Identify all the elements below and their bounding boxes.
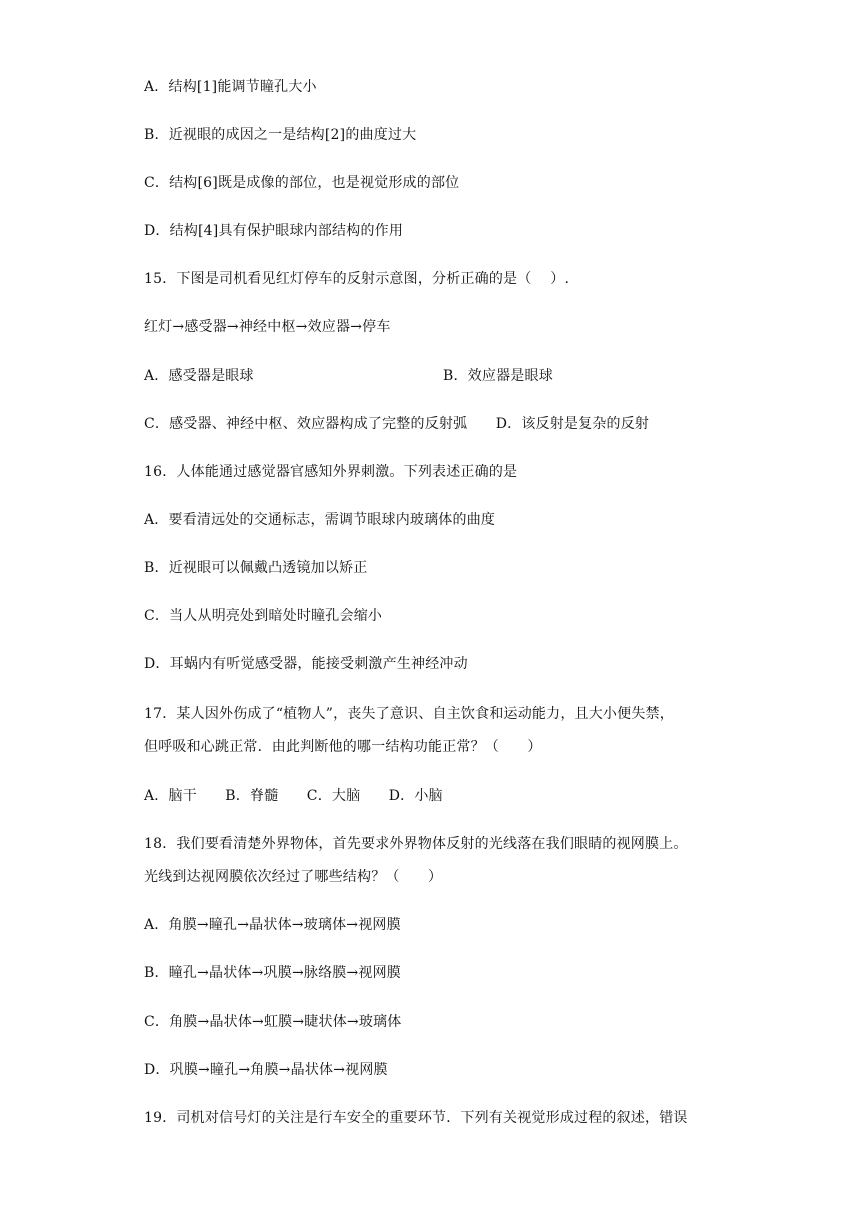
q15-stem: 15．下图是司机看见红灯停车的反射示意图，分析正确的是（ ）. [144,271,570,287]
q14-option-c: C．结构[6]既是成像的部位，也是视觉形成的部位 [144,175,460,191]
q18-option-a: A．角膜→瞳孔→晶状体→玻璃体→视网膜 [144,917,401,933]
q19-stem-line1: 19．司机对信号灯的关注是行车安全的重要环节．下列有关视觉形成过程的叙述，错误 [144,1110,688,1126]
q14-option-b: B．近视眼的成因之一是结构[2]的曲度过大 [144,127,417,143]
q18-stem-line2: 光线到达视网膜依次经过了哪些结构？（ ） [144,869,443,885]
q18-option-b: B．瞳孔→晶状体→巩膜→脉络膜→视网膜 [144,965,402,981]
q16-option-d: D．耳蜗内有听觉感受器，能接受刺激产生神经冲动 [144,656,468,672]
q16-stem: 16．人体能通过感觉器官感知外界刺激。下列表述正确的是 [144,464,518,480]
q14-option-a: A．结构[1]能调节瞳孔大小 [144,79,317,95]
q15-options-cd: C．感受器、神经中枢、效应器构成了完整的反射弧 D．该反射是复杂的反射 [144,416,650,432]
q18-option-c: C．角膜→晶状体→虹膜→睫状体→玻璃体 [144,1014,402,1030]
q18-option-d: D．巩膜→瞳孔→角膜→晶状体→视网膜 [144,1062,388,1078]
q16-option-b: B．近视眼可以佩戴凸透镜加以矫正 [144,560,368,576]
q14-option-d: D．结构[4]具有保护眼球内部结构的作用 [144,223,404,239]
q17-stem-line1: 17．某人因外伤成了“植物人”，丧失了意识、自主饮食和运动能力，且大小便失禁， [144,706,674,722]
q18-stem-line1: 18．我们要看清楚外界物体，首先要求外界物体反射的光线落在我们眼睛的视网膜上。 [144,836,688,852]
q15-option-a: A．感受器是眼球 [144,368,254,384]
q16-option-c: C．当人从明亮处到暗处时瞳孔会缩小 [144,608,383,624]
q15-option-b: B．效应器是眼球 [443,368,553,384]
q16-option-a: A．要看清远处的交通标志，需调节眼球内玻璃体的曲度 [144,512,496,528]
q17-stem-line2: 但呼吸和心跳正常．由此判断他的哪一结构功能正常？（ ） [144,739,542,755]
q15-diagram: 红灯→感受器→神经中枢→效应器→停车 [144,319,391,335]
q17-options: A．脑干 B．脊髓 C．大脑 D．小脑 [144,788,443,804]
